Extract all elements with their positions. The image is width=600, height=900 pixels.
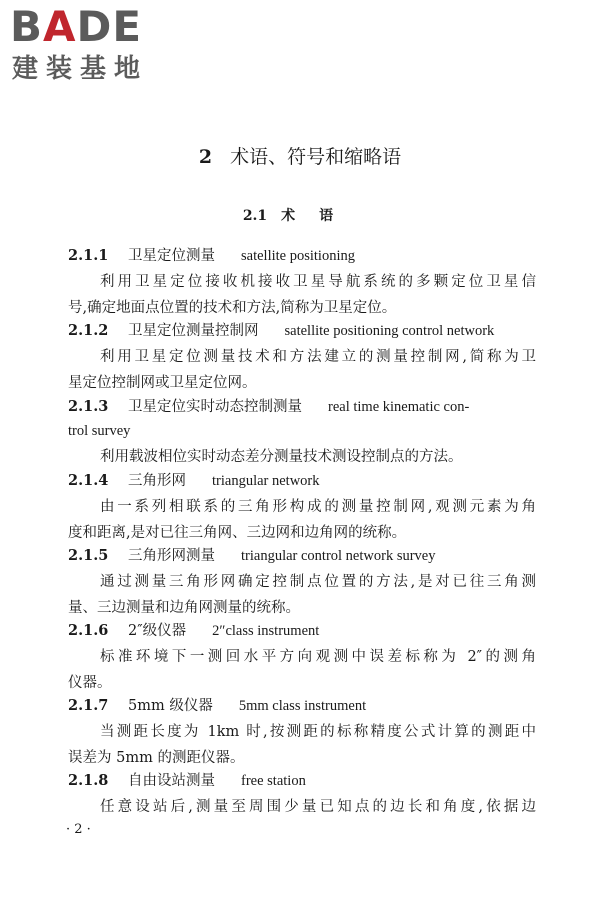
term-heading-2-1-6 (68, 620, 536, 642)
term-chinese: 三角形网测量 (128, 548, 215, 564)
section-number: 2.1 (242, 208, 268, 224)
term-english: triangular network (212, 473, 320, 489)
logo-letter-a: A (43, 2, 77, 51)
paragraph-line: 利用卫星定位测量技术和方法建立的测量控制网,简称为卫 (100, 349, 536, 365)
term-number: 2.1.4 (68, 472, 109, 489)
term-heading-2-1-4 (68, 470, 536, 492)
term-english: triangular control network survey (241, 548, 436, 564)
brand-logo (10, 4, 180, 86)
paragraph-line: 误差为 5mm 的测距仪器。 (68, 750, 245, 766)
logo-letter-b: B (10, 2, 44, 51)
section-title-text: 术语 (281, 208, 358, 224)
term-number: 2.1.1 (68, 247, 109, 264)
paragraph-line: 通过测量三角形网确定控制点位置的方法,是对已往三角测 (100, 574, 536, 590)
term-english: satellite positioning (241, 248, 355, 264)
term-english: real time kinematic con- (328, 399, 470, 415)
paragraph-line: 度和距离,是对已往三角网、三边网和边角网的统称。 (68, 525, 407, 541)
section-title (0, 205, 600, 227)
term-number: 2.1.3 (68, 398, 109, 415)
logo-wordmark (10, 4, 142, 50)
paragraph-line: 号,确定地面点位置的技术和方法,简称为卫星定位。 (68, 300, 397, 316)
term-chinese: 三角形网 (128, 473, 186, 489)
paragraph-line: 当测距长度为 1km 时,按测距的标称精度公式计算的测距中 (100, 724, 536, 740)
term-chinese: 卫星定位测量 (128, 248, 215, 264)
term-chinese: 自由设站测量 (128, 773, 215, 789)
paragraph-line: 标准环境下一测回水平方向观测中误差标称为 2″的测角 (100, 649, 536, 665)
paragraph-line: 星定位控制网或卫星定位网。 (68, 375, 257, 391)
term-number: 2.1.6 (68, 622, 109, 639)
term-heading-2-1-2 (68, 320, 536, 342)
term-heading-2-1-1 (68, 245, 536, 267)
term-english: free station (241, 773, 306, 789)
term-heading-2-1-5 (68, 545, 536, 567)
chapter-number: 2 (198, 146, 213, 168)
term-english: satellite positioning control network (284, 323, 495, 339)
paragraph-line: 任意设站后,测量至周围少量已知点的边长和角度,依据边 (100, 799, 536, 815)
paragraph-line: 由一系列相联系的三角形构成的测量控制网,观测元素为角 (100, 499, 536, 515)
page-number: · 2 · (66, 822, 91, 837)
chapter-title-text: 术语、符号和缩略语 (230, 146, 402, 168)
term-number: 2.1.7 (68, 697, 109, 714)
logo-chinese-text: 建装基地 (12, 54, 149, 84)
paragraph-line: 量、三边测量和边角网测量的统称。 (68, 600, 300, 616)
term-english: 5mm class instrument (238, 698, 367, 714)
term-number: 2.1.2 (68, 322, 109, 339)
logo-letters-de: DE (76, 2, 143, 51)
term-chinese: 5mm 级仪器 (128, 698, 213, 714)
paragraph-line: 利用载波相位实时动态差分测量技术测设控制点的方法。 (100, 449, 463, 465)
term-heading-2-1-8 (68, 770, 536, 792)
term-chinese: 2″级仪器 (128, 623, 187, 639)
term-english: 2″class instrument (212, 623, 320, 639)
term-number: 2.1.5 (68, 547, 109, 564)
paragraph-line: trol survey (68, 423, 131, 439)
paragraph-line: 仪器。 (68, 675, 112, 691)
term-chinese: 卫星定位测量控制网 (128, 323, 259, 339)
term-chinese: 卫星定位实时动态控制测量 (128, 399, 302, 415)
term-heading-2-1-3 (68, 396, 536, 418)
term-number: 2.1.8 (68, 772, 109, 789)
chapter-title (0, 143, 600, 171)
term-heading-2-1-7 (68, 695, 536, 717)
paragraph-line: 利用卫星定位接收机接收卫星导航系统的多颗定位卫星信 (100, 274, 536, 290)
